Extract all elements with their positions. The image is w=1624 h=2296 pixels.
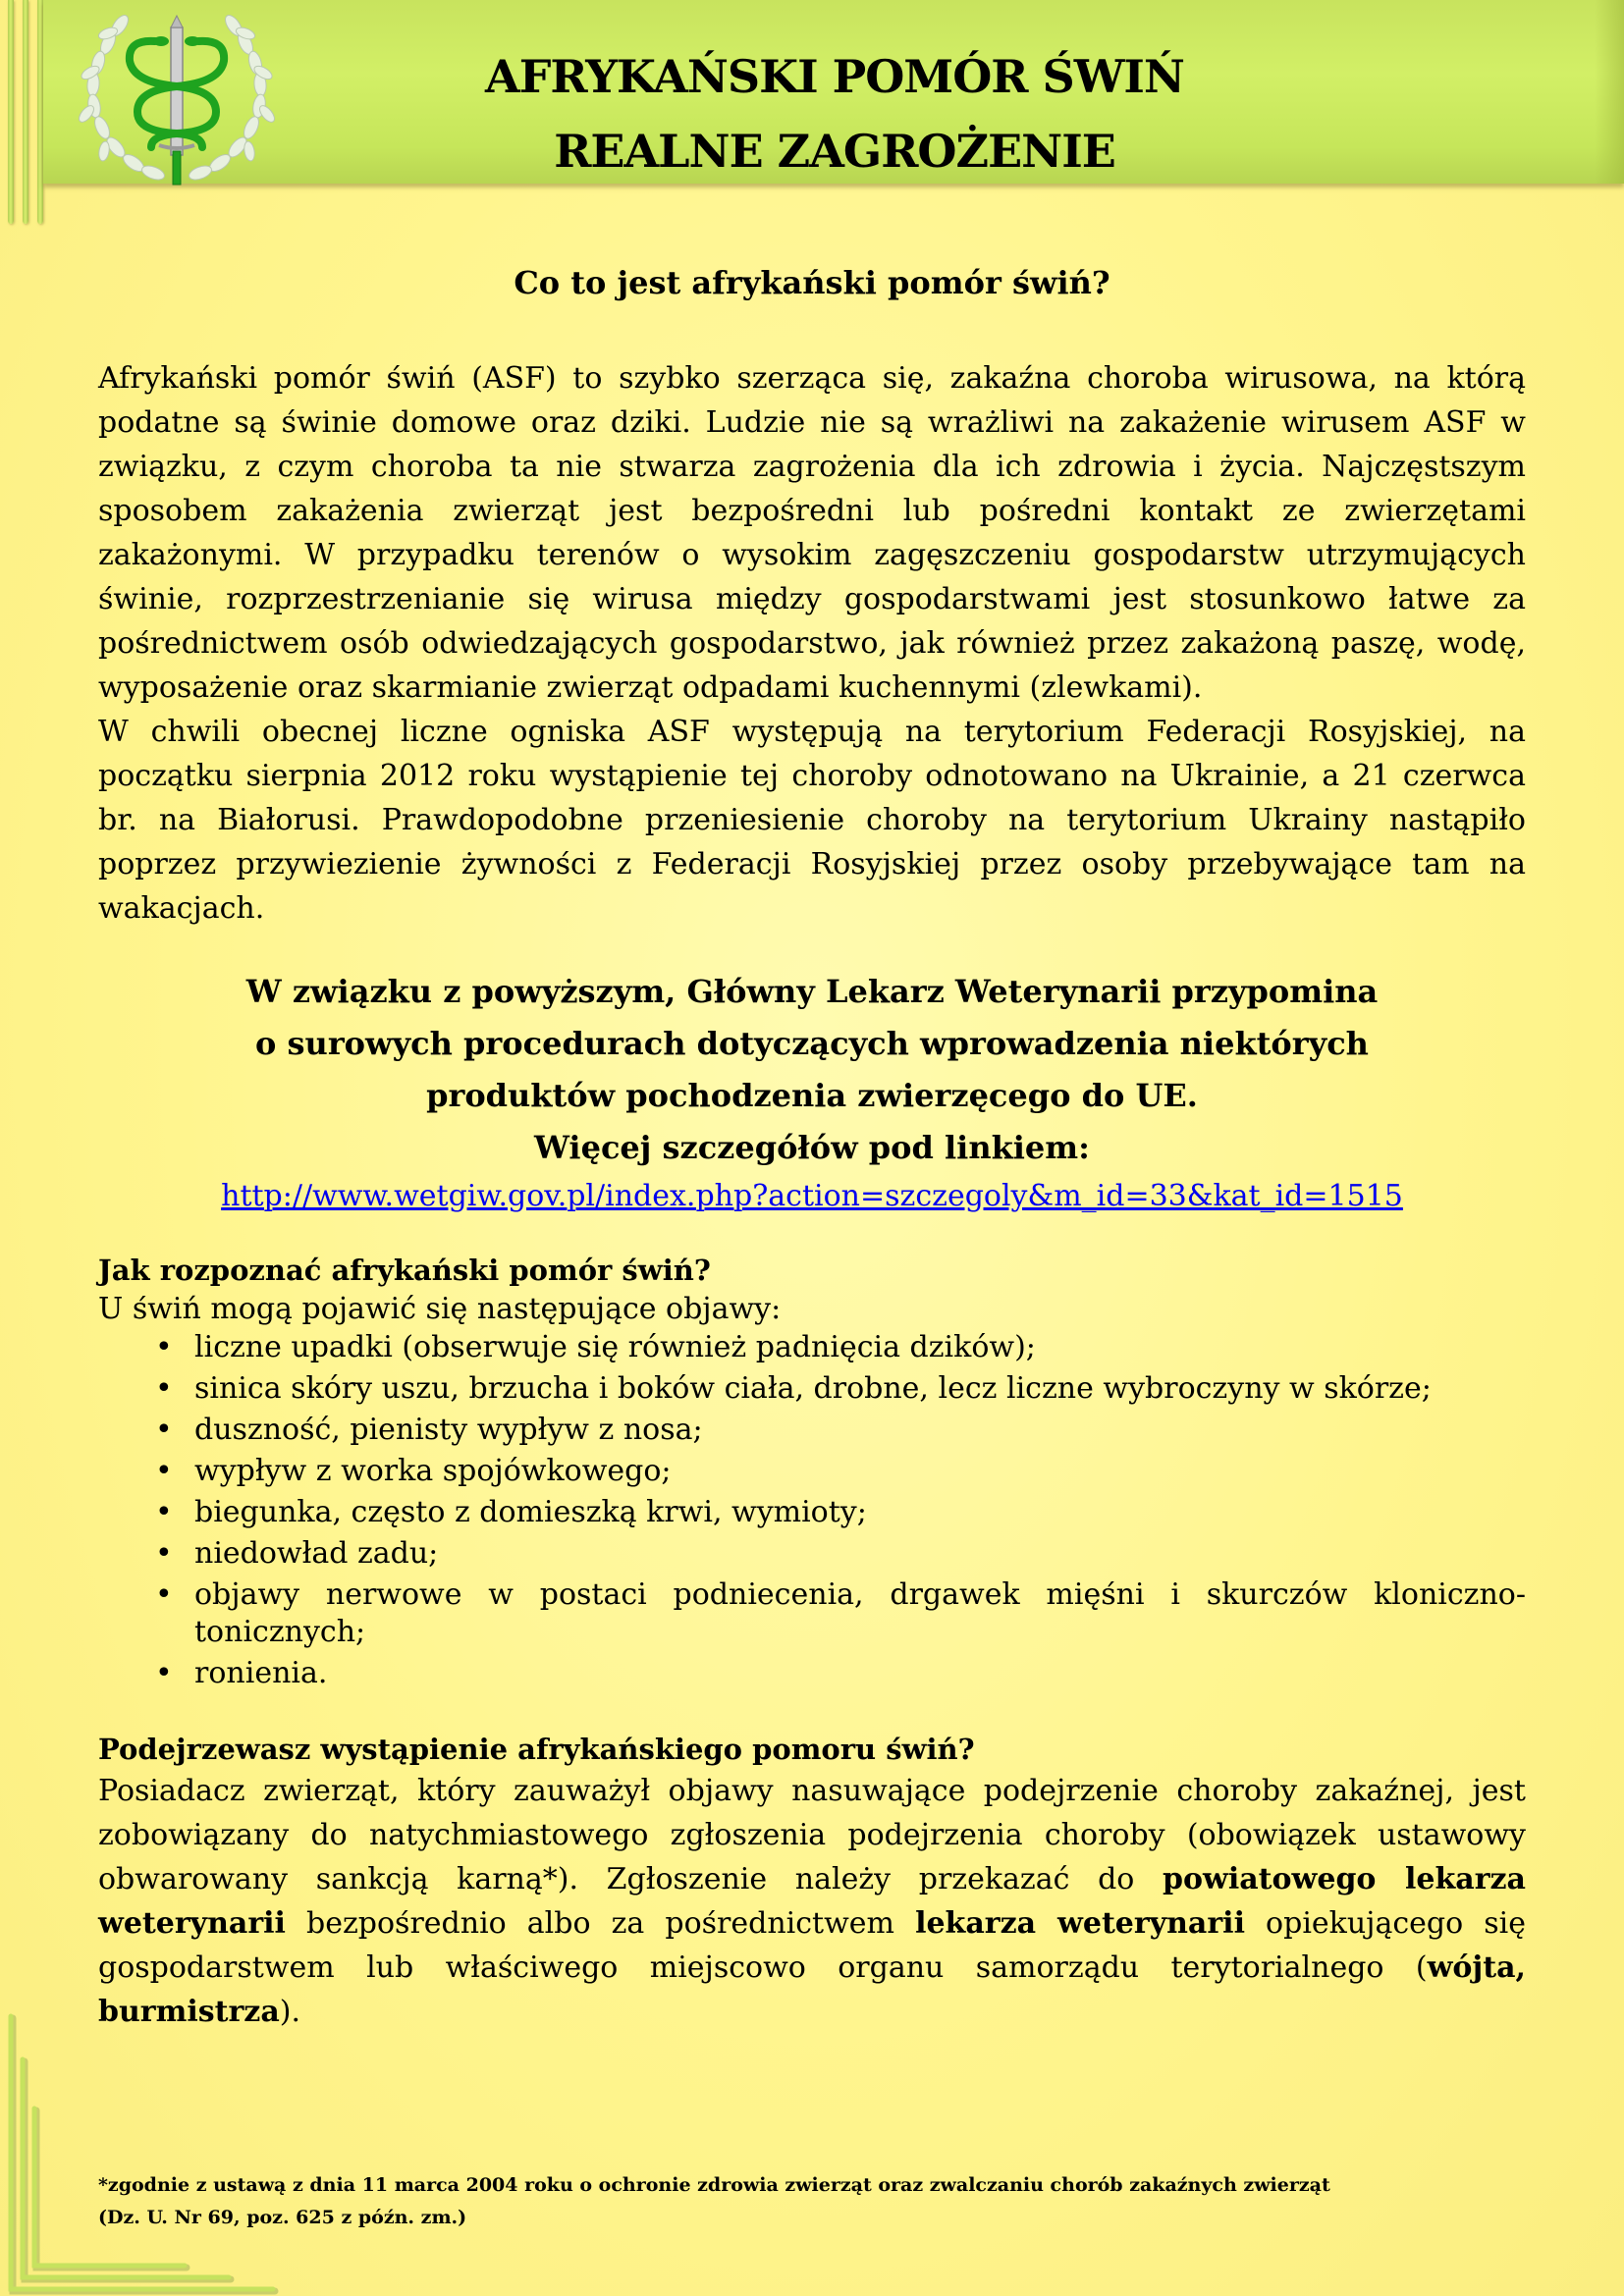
symptom-text: sinica skóry uszu, brzucha i boków ciała, drobne, lecz liczne wybroczyny w skórze; [194,1371,1432,1406]
bullet-icon: • [155,1577,173,1612]
list-item [98,1576,1526,1651]
legal-footnote [98,2169,1571,2234]
bullet-icon: • [155,1413,173,1447]
notice-line-4: Więcej szczegółów pod linkiem: [534,1129,1090,1166]
intro-paragraph: Afrykański pomór świń (ASF) to szybko szerząca się, zakaźna choroba wirusowa, na którą podatne są świnie domowe oraz dziki. Ludzie nie są wrażliwi na zakażenie wirusem ASF w związku, z czym choroba ta nie stwarza zagrożenia dla ich zdrowia i życia. Najczęstszym sposobem zakażenia zwierząt jest bezpośredni lub pośredni kontakt ze zwierzętami zakażonymi. W przypadku terenów o wysokim zagęszczeniu gospodarstw utrzymujących świnie, rozprzestrzenianie się wirusa między gospodarstwami jest stosunkowo łatwe za pośrednictwem osób odwiedzających gospodarstwo, jak również przez zakażoną paszę, wodę, wyposażenie oraz skarmianie zwierząt odpadami kuchennymi (zlewkami). [98,361,1526,705]
caduceus-laurel-wreath-icon [69,4,285,190]
outbreak-paragraph: W chwili obecnej liczne ogniska ASF występują na terytorium Federacji Rosyjskiej, na początku sierpnia 2012 roku wystąpienie tej choroby odnotowano na Ukrainie, a 21 czerwca br. na Białorusi. Prawdopodobne przeniesienie choroby na terytorium Ukrainy nastąpiło poprzez przywiezienie żywności z Federacji Rosyjskiej przez osoby przebywające tam na wakacjach. [98,715,1526,926]
list-item [98,1535,1526,1573]
symptom-text: duszność, pienisty wypływ z nosa; [194,1413,703,1447]
footnote-line-1: *zgodnie z ustawą z dnia 11 marca 2004 roku o ochronie zdrowia zwierząt oraz zwalczaniu chorób zakaźnych zwierząt [98,2174,1330,2196]
list-item [98,1329,1526,1366]
bullet-icon: • [155,1495,173,1529]
notice-line-1: W związku z powyższym, Główny Lekarz Weterynarii przypomina [245,973,1379,1010]
symptom-text: liczne upadki (obserwuje się również padnięcia dzików); [194,1330,1036,1364]
section-heading-what-is-asf: Co to jest afrykański pomór świń? [514,264,1110,301]
notice-line-3: produktów pochodzenia zwierzęcego do UE. [426,1077,1198,1114]
emphasis-vet: lekarza weterynarii [915,1906,1245,1941]
bullet-icon: • [155,1454,173,1488]
reporting-text: Posiadacz zwierząt, który zauważył objawy nasuwające podejrzenie choroby zakaźnej, jest zobowiązany do natychmiastowego zgłoszenia podejrzenia choroby (obowiązek ustawowy obwarowany sankcją karną*). Zgłoszenie należy przekazać do [98,1774,1526,1896]
emphasis-county-vet: powiatowego lekarza weterynarii [98,1862,1526,1941]
symptoms-list [98,1329,1526,1692]
list-item [98,1412,1526,1449]
bullet-icon: • [155,1330,173,1364]
decorative-corner-bottom-left [0,2012,285,2296]
list-item [98,1655,1526,1692]
title-line-2: REALNE ZAGROŻENIE [554,125,1115,178]
symptom-text: biegunka, często z domieszką krwi, wymioty; [194,1495,867,1529]
section-heading-suspect: Podejrzewasz wystąpienie afrykańskiego pomoru świń? [98,1733,975,1766]
bullet-icon: • [155,1371,173,1406]
symptoms-lead: U świń mogą pojawić się następujące objawy: [98,1292,782,1326]
main-content [98,261,1526,2034]
symptom-text: ronienia. [194,1656,328,1690]
reporting-paragraph [98,1769,1526,2034]
list-item [98,1494,1526,1531]
list-item [98,1453,1526,1490]
list-item [98,1370,1526,1408]
decorative-bars-top-left [6,0,45,228]
symptom-text: wypływ z worka spojówkowego; [194,1454,672,1488]
document-title [393,39,1276,188]
title-line-1: AFRYKAŃSKI POMÓR ŚWIŃ [485,50,1184,103]
symptom-text: objawy nerwowe w postaci podniecenia, drgawek mięśni i skurczów kloniczno-tonicznych; [194,1577,1526,1649]
notice-line-2: o surowych procedurach dotyczących wprowadzenia niektórych [255,1025,1369,1062]
reporting-text: opiekującego się gospodarstwem lub właściwego miejscowo organu samorządu terytorialnego ( [98,1906,1526,1985]
reporting-text: bezpośrednio albo za pośrednictwem [285,1906,916,1941]
vet-notice [98,966,1526,1174]
section-heading-recognize: Jak rozpoznać afrykański pomór świń? [98,1254,711,1287]
details-link[interactable]: http://www.wetgiw.gov.pl/index.php?action=szczegoly&m_id=33&kat_id=1515 [221,1179,1403,1213]
emphasis-local-authority: wójta, burmistrza [98,1950,1526,2029]
reporting-text: ). [279,1995,301,2029]
footnote-line-2: (Dz. U. Nr 69, poz. 625 z późn. zm.) [98,2207,467,2228]
bullet-icon: • [155,1536,173,1571]
bullet-icon: • [155,1656,173,1690]
symptom-text: niedowład zadu; [194,1536,439,1571]
